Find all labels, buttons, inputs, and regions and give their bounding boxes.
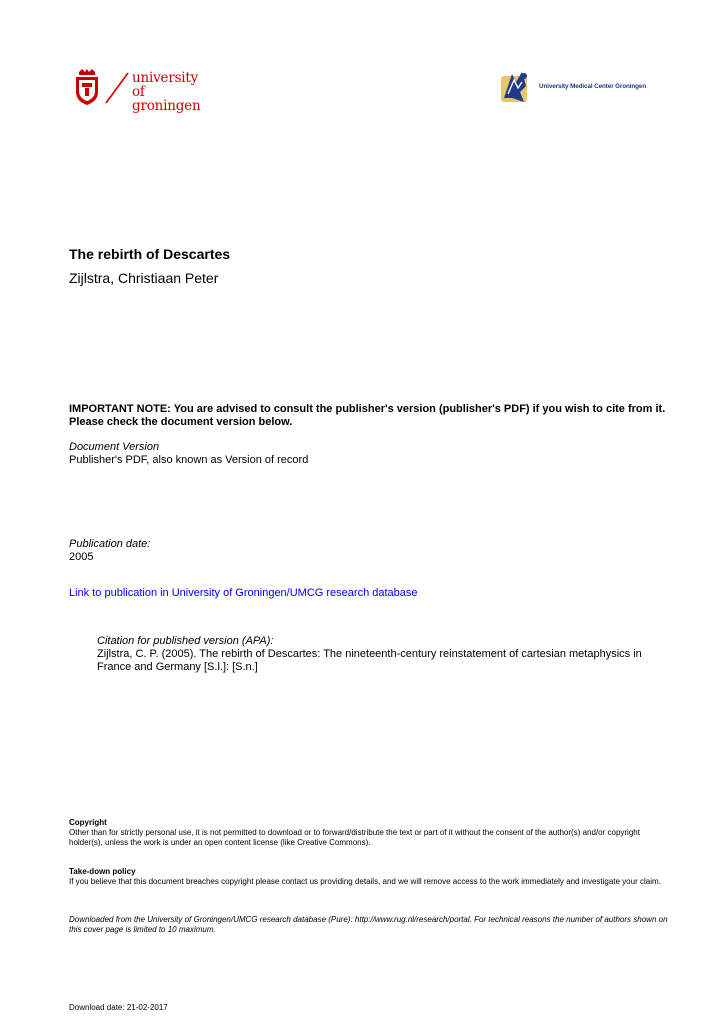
important-note: IMPORTANT NOTE: You are advised to consult the publisher's version (publisher's PDF) if you wish to cite from it. Please check the document version below. <box>69 403 666 428</box>
document-version-label: Document Version <box>69 441 160 453</box>
copyright-text: Other than for strictly personal use, it is not permitted to download or to forward/distribute the text or part of it without the consent of the author(s) and/or copyright holder(s), unless the work is under an open content license (like Creative Commons). <box>69 828 640 847</box>
university-of-groningen-logo <box>74 68 214 114</box>
publication-date-label: Publication date: <box>69 538 151 550</box>
rug-crest-icon <box>74 68 100 106</box>
umcg-emblem-icon <box>498 68 534 108</box>
download-date: Download date: 21-02-2017 <box>69 1003 168 1012</box>
publication-database-link[interactable]: Link to publication in University of Groningen/UMCG research database <box>69 587 418 599</box>
copyright-heading: Copyright <box>69 818 107 827</box>
publication-date-value: 2005 <box>69 551 94 563</box>
rug-slash-icon <box>102 70 132 106</box>
takedown-text: If you believe that this document breaches copyright please contact us providing details, and we will remove access to the work immediately and investigate your claim. <box>69 877 661 886</box>
takedown-heading: Take-down policy <box>69 867 136 876</box>
publication-author: Zijlstra, Christiaan Peter <box>69 270 219 286</box>
citation-label: Citation for published version (APA): <box>97 635 274 647</box>
rug-wordmark-line1: university of <box>132 70 199 100</box>
downloaded-from-note: Downloaded from the University of Groningen/UMCG research database (Pure): http://www.rug.nl/research/portal. For technical reasons the number of authors shown on this cover page is limited to 10 maximum. <box>69 915 668 934</box>
umcg-logo <box>498 68 668 108</box>
rug-wordmark-line2: groningen <box>132 98 201 114</box>
citation-value: Zijlstra, C. P. (2005). The rebirth of Descartes: The nineteenth-century reinstatement of cartesian metaphysics in France and Germany [S.l.]: [S.n.] <box>97 648 642 673</box>
rug-wordmark <box>132 71 214 113</box>
umcg-wordmark: University Medical Center Groningen <box>539 83 647 90</box>
publication-title: The rebirth of Descartes <box>69 246 231 262</box>
document-version-value: Publisher's PDF, also known as Version of record <box>69 454 309 466</box>
